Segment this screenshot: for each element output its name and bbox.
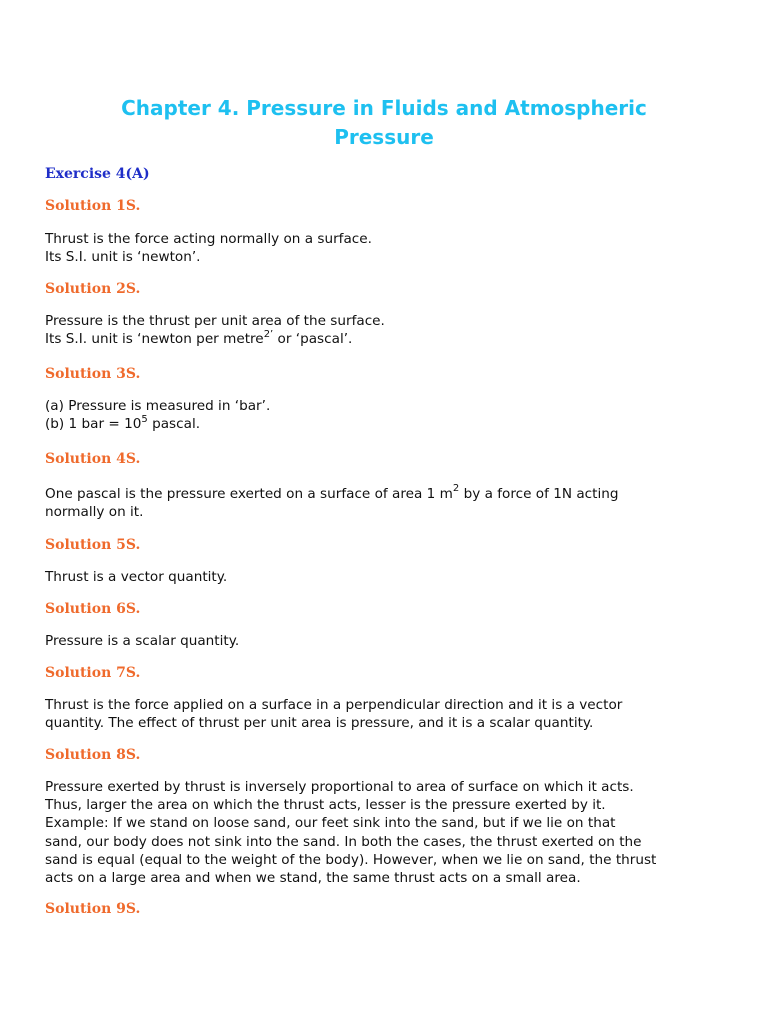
solution-8-line5: sand is equal (equal to the weight of the body). However, when we lie on sand, the thrust <box>45 851 657 868</box>
solution-8-body <box>45 778 735 887</box>
solution-6-body <box>45 632 735 650</box>
solution-6-heading: Solution 6S. <box>45 601 141 617</box>
solution-2-line2 <box>45 330 735 348</box>
solution-4-line1 <box>45 485 735 503</box>
chapter-title <box>60 94 708 152</box>
solution-3-heading: Solution 3S. <box>45 366 141 382</box>
chapter-title-line1: Chapter 4. Pressure in Fluids and Atmospheric <box>121 96 647 120</box>
solution-2-line2-pre: Its S.I. unit is ‘newton per metre <box>45 331 264 348</box>
solution-5-heading: Solution 5S. <box>45 537 141 553</box>
solution-3-line2-post: pascal. <box>147 416 201 433</box>
solution-5-body <box>45 568 735 586</box>
solution-8-line1: Pressure exerted by thrust is inversely proportional to area of surface on which it acts. <box>45 779 634 795</box>
solution-4-body <box>45 485 735 521</box>
solution-2-body <box>45 312 735 348</box>
solution-4-heading: Solution 4S. <box>45 451 141 467</box>
solution-5-line1: Thrust is a vector quantity. <box>45 569 228 585</box>
solution-7-line2: quantity. The effect of thrust per unit area is pressure, and it is a scalar quantity. <box>45 715 594 732</box>
solution-1-line2: Its S.I. unit is ‘newton’. <box>45 249 201 266</box>
chapter-title-line2: Pressure <box>334 125 434 149</box>
solution-3-line1: (a) Pressure is measured in ‘bar’. <box>45 398 271 414</box>
solution-3-line2 <box>45 415 735 433</box>
solution-2-line1: Pressure is the thrust per unit area of the surface. <box>45 313 385 329</box>
solution-3-body <box>45 397 735 433</box>
solution-7-line1: Thrust is the force applied on a surface in a perpendicular direction and it is a vector <box>45 697 623 713</box>
solution-1-line1: Thrust is the force acting normally on a surface. <box>45 231 372 247</box>
solution-8-heading: Solution 8S. <box>45 747 141 763</box>
solution-6-line1: Pressure is a scalar quantity. <box>45 633 240 649</box>
solution-8-line3: Example: If we stand on loose sand, our feet sink into the sand, but if we lie on that <box>45 815 616 832</box>
solution-4-line2: normally on it. <box>45 504 144 521</box>
solution-2-heading: Solution 2S. <box>45 281 141 297</box>
solution-4-line1-sup: 2 <box>452 483 460 495</box>
solution-9-heading: Solution 9S. <box>45 901 141 917</box>
solution-1-heading: Solution 1S. <box>45 198 141 214</box>
solution-2-line2-post: or ‘pascal’. <box>273 331 353 348</box>
solution-2-line2-sup: 2’ <box>263 328 274 340</box>
solution-8-line6: acts on a large area and when we stand, the same thrust acts on a small area. <box>45 870 581 887</box>
solution-8-line2: Thus, larger the area on which the thrust acts, lesser is the pressure exerted by it. <box>45 797 606 814</box>
solution-3-line2-pre: (b) 1 bar = 10 <box>45 416 142 433</box>
exercise-heading: Exercise 4(A) <box>45 166 150 182</box>
solution-1-body <box>45 230 735 266</box>
solution-7-heading: Solution 7S. <box>45 665 141 681</box>
solution-8-line4: sand, our body does not sink into the sand. In both the cases, the thrust exerted on the <box>45 833 642 850</box>
solution-7-body <box>45 696 735 732</box>
solution-4-line1-post: by a force of 1N acting <box>459 486 619 502</box>
solution-4-line1-pre: One pascal is the pressure exerted on a surface of area 1 m <box>45 486 453 502</box>
solution-3-line2-sup: 5 <box>141 413 148 425</box>
